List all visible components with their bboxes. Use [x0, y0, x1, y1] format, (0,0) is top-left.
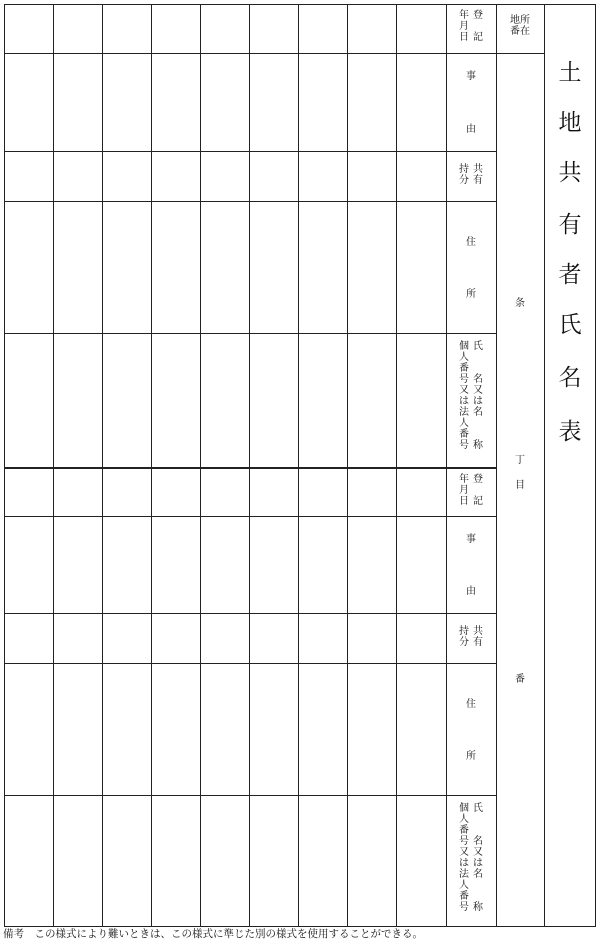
entry-cell-name-number[interactable]	[250, 334, 298, 468]
label-address-2: 所	[466, 289, 476, 300]
entry-cell-name-number[interactable]	[103, 796, 151, 926]
entry-cell-share[interactable]	[348, 152, 396, 201]
entry-cell-reason[interactable]	[103, 54, 151, 151]
entry-cell-name-number[interactable]	[201, 796, 249, 926]
entry-cell-share[interactable]	[103, 614, 151, 663]
land-co-owner-form: 年 月 日 登 記 事 由 持 分 共 有 住 所 個 人 番 号 又 は 法 人 番 号 氏 名 又 は 名 称 年 月 日 登 記 事 由 持 分 共 有 住 所 個 人 番 号 又 は 法 人 番 号 氏 名 又 は 名 称 地所 番在 条 丁 目 番 土 地 共 有 者 氏 名 表 備考 この様式により難いときは、この様式に準じた別の様式を使用することができる。	[0, 0, 600, 944]
entry-cell-name-number[interactable]	[5, 796, 53, 926]
entry-cell-name-number[interactable]	[54, 334, 102, 468]
entry-cell-registration-date[interactable]	[348, 469, 396, 516]
entry-cell-reason[interactable]	[201, 54, 249, 151]
entry-cell-share[interactable]	[397, 152, 446, 201]
entry-cell-address[interactable]	[152, 202, 200, 333]
entry-cell-registration-date[interactable]	[103, 469, 151, 516]
entry-cell-reason[interactable]	[348, 54, 396, 151]
form-title-char: 名	[558, 365, 582, 391]
entry-cell-name-number[interactable]	[348, 334, 396, 468]
entry-cell-registration-date[interactable]	[152, 5, 200, 53]
entry-cell-name-number[interactable]	[54, 796, 102, 926]
location-header-line2: 番在	[510, 26, 530, 37]
entry-cell-name-number[interactable]	[397, 334, 446, 468]
column-divider	[446, 4, 447, 927]
entry-cell-reason[interactable]	[348, 517, 396, 613]
entry-cell-reason[interactable]	[103, 517, 151, 613]
entry-cell-registration-date[interactable]	[397, 469, 446, 516]
entry-cell-share[interactable]	[299, 614, 347, 663]
entry-cell-registration-date[interactable]	[54, 5, 102, 53]
entry-cell-registration-date[interactable]	[5, 5, 53, 53]
entry-cell-registration-date[interactable]	[103, 5, 151, 53]
entry-cell-registration-date[interactable]	[397, 5, 446, 53]
entry-cell-share[interactable]	[348, 614, 396, 663]
entry-cell-reason[interactable]	[250, 517, 298, 613]
entry-cell-registration-date[interactable]	[152, 469, 200, 516]
location-header	[498, 15, 542, 37]
entry-cell-address[interactable]	[397, 664, 446, 795]
entry-cell-share[interactable]	[54, 152, 102, 201]
entry-cell-registration-date[interactable]	[54, 469, 102, 516]
entry-cell-reason[interactable]	[152, 54, 200, 151]
entry-cell-registration-date[interactable]	[250, 5, 298, 53]
label-address: 住	[466, 237, 476, 248]
location-header-line1: 地所	[510, 15, 530, 26]
entry-cell-name-number[interactable]	[152, 796, 200, 926]
entry-cell-reason[interactable]	[250, 54, 298, 151]
entry-cell-address[interactable]	[299, 664, 347, 795]
form-title-char: 者	[558, 262, 582, 288]
entry-cell-address[interactable]	[5, 202, 53, 333]
entry-cell-share[interactable]	[397, 614, 446, 663]
entry-cell-name-number[interactable]	[250, 796, 298, 926]
entry-cell-reason[interactable]	[201, 517, 249, 613]
form-title-char: 有	[558, 212, 582, 238]
entry-cell-reason[interactable]	[299, 517, 347, 613]
entry-cell-reason[interactable]	[54, 517, 102, 613]
entry-cell-share[interactable]	[201, 614, 249, 663]
entry-cell-address[interactable]	[348, 202, 396, 333]
entry-cell-reason[interactable]	[5, 517, 53, 613]
location-mark-ban: 番	[515, 674, 525, 685]
entry-cell-name-number[interactable]	[397, 796, 446, 926]
entry-cell-name-number[interactable]	[348, 796, 396, 926]
border-right	[595, 4, 596, 927]
entry-cell-address[interactable]	[54, 202, 102, 333]
label-address-2: 所	[466, 751, 476, 762]
location-mark-me: 目	[515, 480, 525, 491]
entry-cell-name-number[interactable]	[152, 334, 200, 468]
entry-cell-share[interactable]	[152, 614, 200, 663]
label-reason-2: 由	[466, 586, 476, 597]
label-address: 住	[466, 699, 476, 710]
entry-cell-address[interactable]	[201, 202, 249, 333]
entry-cell-share[interactable]	[103, 152, 151, 201]
entry-cell-reason[interactable]	[397, 54, 446, 151]
footer-note: 備考 この様式により難いときは、この様式に準じた別の様式を使用することができる。	[3, 928, 423, 940]
entry-cell-reason[interactable]	[299, 54, 347, 151]
entry-cell-address[interactable]	[299, 202, 347, 333]
entry-cell-address[interactable]	[250, 202, 298, 333]
entry-cell-reason[interactable]	[5, 54, 53, 151]
column-divider	[544, 4, 545, 927]
entry-cell-share[interactable]	[250, 152, 298, 201]
entry-cell-name-number[interactable]	[5, 334, 53, 468]
entry-cell-registration-date[interactable]	[5, 469, 53, 516]
entry-cell-share[interactable]	[5, 152, 53, 201]
entry-cell-address[interactable]	[397, 202, 446, 333]
location-mark-jo: 条	[515, 298, 525, 309]
entry-cell-registration-date[interactable]	[250, 469, 298, 516]
entry-cell-address[interactable]	[54, 664, 102, 795]
label-reason: 事	[466, 534, 476, 545]
entry-cell-registration-date[interactable]	[201, 5, 249, 53]
entry-cell-registration-date[interactable]	[201, 469, 249, 516]
entry-cell-name-number[interactable]	[299, 796, 347, 926]
entry-cell-reason[interactable]	[54, 54, 102, 151]
entry-cell-registration-date[interactable]	[348, 5, 396, 53]
entry-cell-address[interactable]	[103, 202, 151, 333]
entry-cell-name-number[interactable]	[299, 334, 347, 468]
label-reason-2: 由	[466, 124, 476, 135]
entry-cell-share[interactable]	[250, 614, 298, 663]
entry-cell-name-number[interactable]	[103, 334, 151, 468]
entry-cell-address[interactable]	[348, 664, 396, 795]
form-title-char: 氏	[558, 312, 582, 338]
entry-cell-registration-date[interactable]	[299, 469, 347, 516]
entry-cell-address[interactable]	[250, 664, 298, 795]
entry-cell-reason[interactable]	[152, 517, 200, 613]
form-title-char: 地	[558, 110, 582, 136]
entry-cell-address[interactable]	[152, 664, 200, 795]
entry-cell-share[interactable]	[299, 152, 347, 201]
entry-cell-address[interactable]	[103, 664, 151, 795]
entry-cell-address[interactable]	[201, 664, 249, 795]
entry-cell-share[interactable]	[201, 152, 249, 201]
label-reason: 事	[466, 71, 476, 82]
entry-cell-reason[interactable]	[397, 517, 446, 613]
entry-cell-share[interactable]	[54, 614, 102, 663]
form-title-char: 表	[558, 419, 582, 445]
location-mark-chome: 丁	[515, 455, 525, 466]
form-title-char: 共	[558, 160, 582, 186]
form-title-char: 土	[558, 60, 582, 86]
entry-cell-name-number[interactable]	[201, 334, 249, 468]
entry-cell-registration-date[interactable]	[299, 5, 347, 53]
entry-cell-share[interactable]	[152, 152, 200, 201]
entry-cell-address[interactable]	[5, 664, 53, 795]
entry-cell-share[interactable]	[5, 614, 53, 663]
